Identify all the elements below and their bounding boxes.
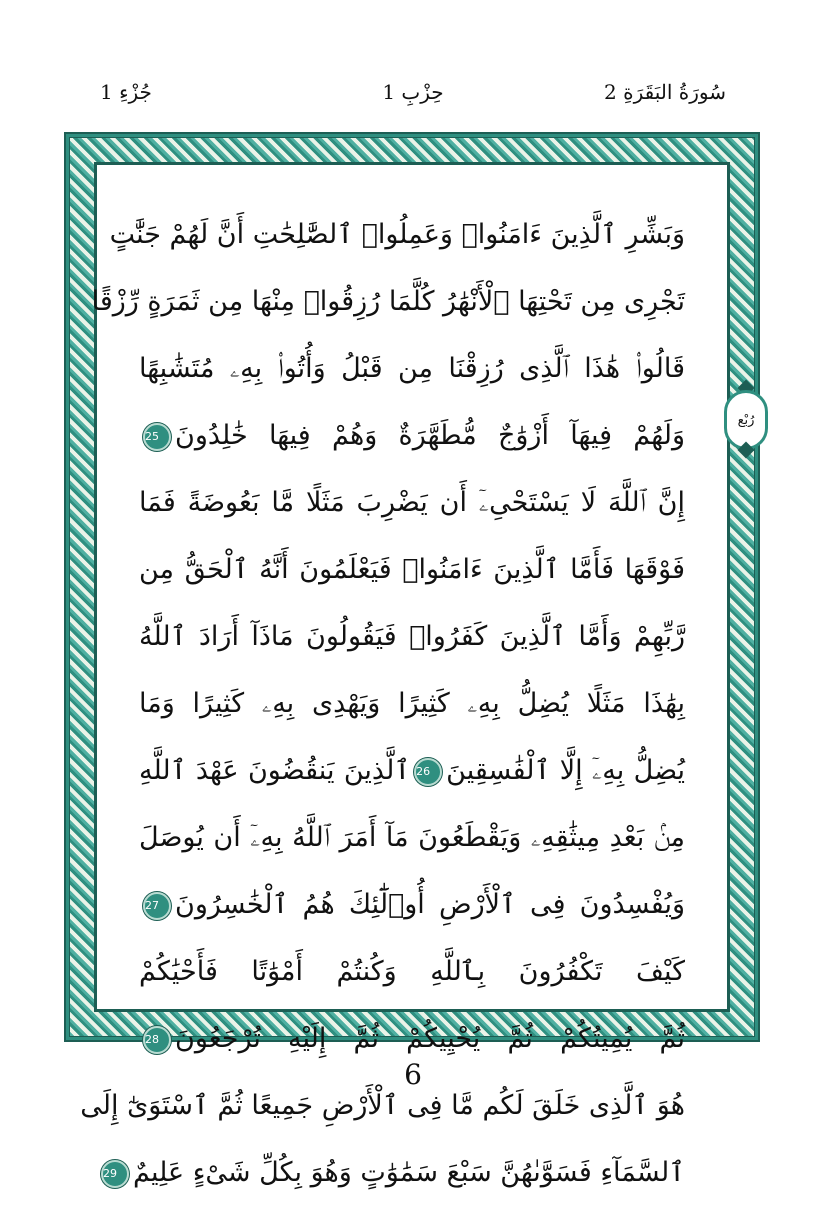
text-line: هُوَ ٱلَّذِى خَلَقَ لَكُم مَّا فِى ٱلْأَرْضِ جَمِيعًا ثُمَّ ٱسْتَوَىٰٓ إِلَى: [80, 1090, 685, 1121]
rub-marker: [722, 378, 770, 464]
text-line: إِنَّ ٱللَّهَ لَا يَسْتَحْىِۦٓ أَن يَضْرِبَ مَثَلًا مَّا بَعُوضَةً فَمَا: [139, 487, 685, 518]
text-line: بِهَٰذَا مَثَلًا يُضِلُّ بِهِۦ كَثِيرًا وَيَهْدِى بِهِۦ كَثِيرًا وَمَا: [139, 688, 685, 719]
text-line: وَبَشِّرِ ٱلَّذِينَ ءَامَنُوا۟ وَعَمِلُوا۟ ٱلصَّٰلِحَٰتِ أَنَّ لَهُمْ جَنَّٰتٍ: [109, 219, 685, 250]
text-line: قَالُوا۟ هَٰذَا ٱلَّذِى رُزِقْنَا مِن قَبْلُ وَأُتُوا۟ بِهِۦ مُتَشَٰبِهًا: [139, 353, 685, 384]
ayah-number-icon: 25: [143, 423, 171, 451]
text-line: يُضِلُّ بِهِۦٓ إِلَّا ٱلْفَٰسِقِينَ26ٱلَّذِينَ يَنقُضُونَ عَهْدَ ٱللَّهِ: [139, 755, 685, 786]
text-line: رَّبِّهِمْ وَأَمَّا ٱلَّذِينَ كَفَرُوا۟ فَيَقُولُونَ مَاذَآ أَرَادَ ٱللَّهُ: [139, 621, 685, 652]
text-line: وَلَهُمْ فِيهَآ أَزْوَٰجٌ مُّطَهَّرَةٌ وَهُمْ فِيهَا خَٰلِدُونَ25: [145, 420, 685, 451]
page-number: 6: [404, 1058, 422, 1091]
ayah-number-icon: 28: [143, 1026, 171, 1054]
text-line: وَيُفْسِدُونَ فِى ٱلْأَرْضِ أُو۟لَٰٓئِكَ هُمُ ٱلْخَٰسِرُونَ27: [145, 889, 685, 920]
ayah-number-icon: 29: [101, 1160, 129, 1188]
hizb-label: حِزْبِ 1: [382, 80, 444, 104]
text-panel: [80, 162, 730, 1188]
text-line: ٱلسَّمَآءِ فَسَوَّىٰهُنَّ سَبْعَ سَمَٰوَٰتٍ وَهُوَ بِكُلِّ شَىْءٍ عَلِيمٌ29: [102, 1157, 685, 1188]
ornamental-frame: [64, 132, 760, 1188]
text-line: كَيْفَ تَكْفُرُونَ بِٱللَّهِ وَكُنتُمْ أَمْوَٰتًا فَأَحْيَٰكُمْ: [139, 956, 685, 987]
juz-label: جُزْءِ 1: [100, 80, 152, 104]
ayah-number-icon: 26: [414, 758, 442, 786]
text-line: ثُمَّ يُمِيتُكُمْ ثُمَّ يُحْيِيكُمْ ثُمَّ إِلَيْهِ تُرْجَعُونَ28: [145, 1023, 685, 1054]
page-header: [100, 80, 726, 120]
text-line: مِنۢ بَعْدِ مِيثَٰقِهِۦ وَيَقْطَعُونَ مَآ أَمَرَ ٱللَّهُ بِهِۦٓ أَن يُوصَلَ: [139, 822, 685, 853]
surah-name: 2 سُورَةُ البَقَرَةِ: [604, 80, 726, 104]
rub-label: رُبْع: [724, 390, 768, 450]
text-line: فَوْقَهَا فَأَمَّا ٱلَّذِينَ ءَامَنُوا۟ فَيَعْلَمُونَ أَنَّهُ ٱلْحَقُّ مِن: [139, 554, 685, 585]
text-line: تَجْرِى مِن تَحْتِهَا ٱلْأَنْهَٰرُ كُلَّمَا رُزِقُوا۟ مِنْهَا مِن ثَمَرَةٍ رِّزْقًا: [91, 286, 685, 317]
quran-text: [80, 201, 685, 1188]
ayah-number-icon: 27: [143, 892, 171, 920]
